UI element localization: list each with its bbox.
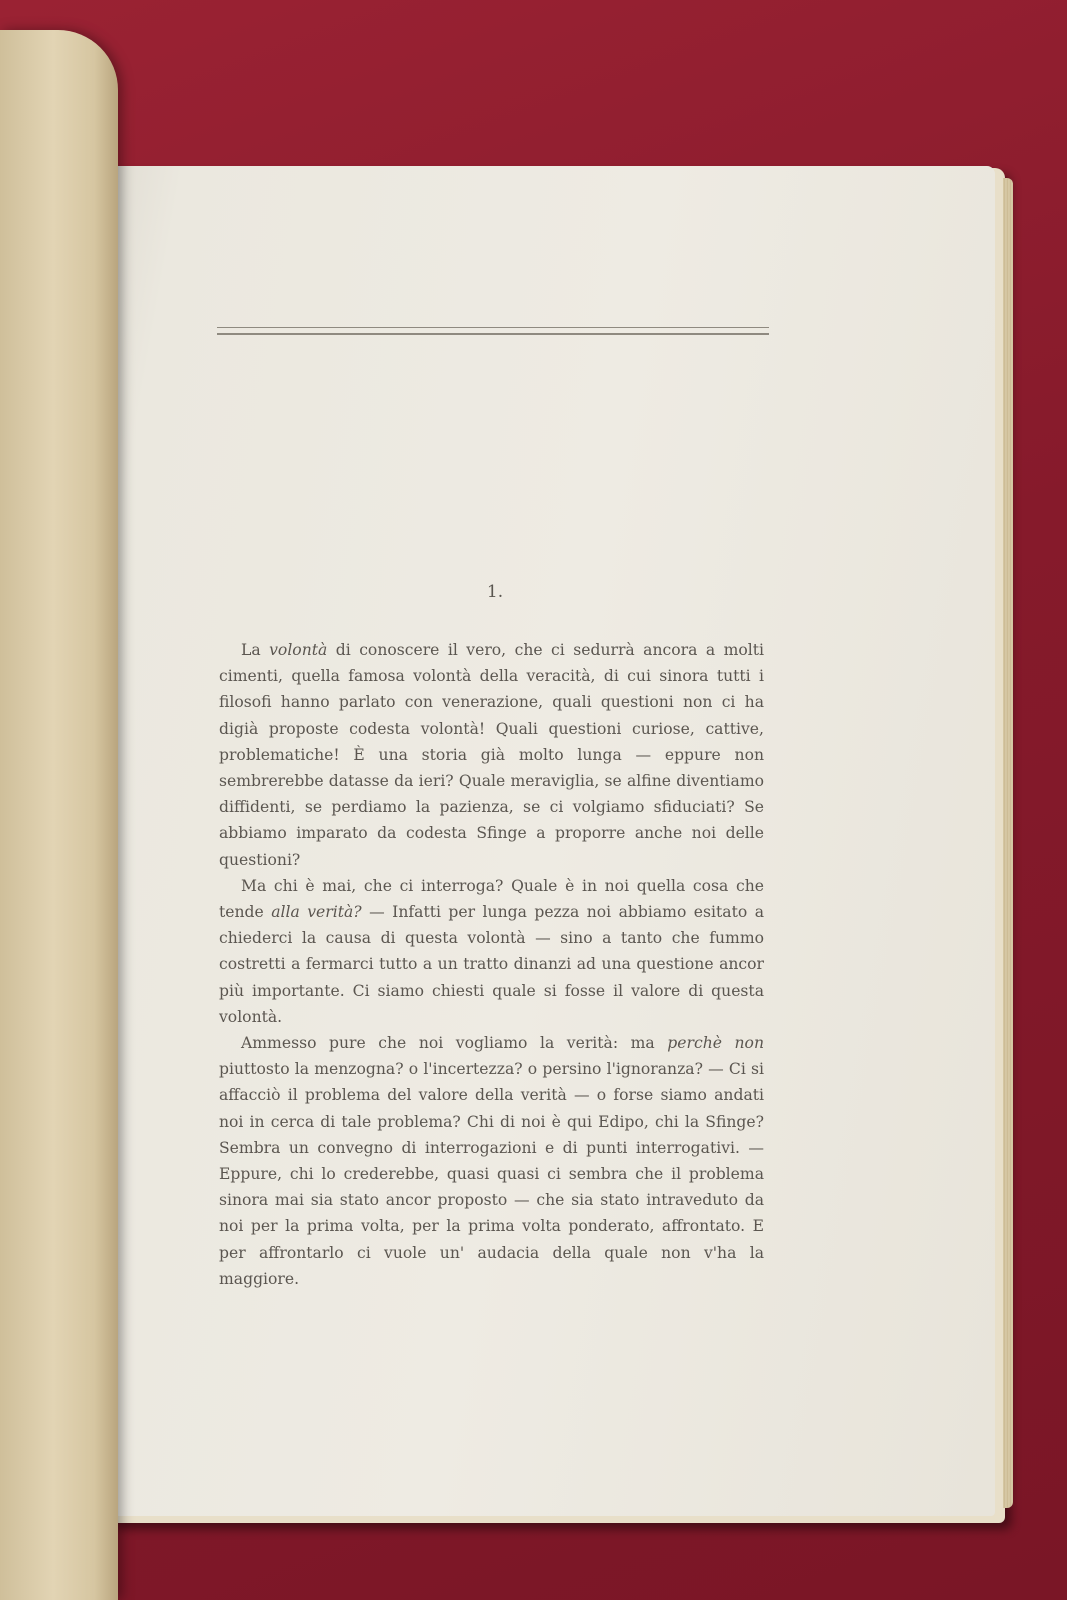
body-text [219, 637, 764, 1292]
header-double-rule [217, 327, 769, 335]
text-run: Ma chi è mai, che ci interroga? Quale è in noi quella cosa che tende [219, 876, 764, 922]
text-run: Ammesso pure che noi vogliamo la verità: ma [241, 1034, 668, 1053]
text-run: di conoscere il vero, che ci sedurrà ancora a molti cimenti, quella famosa volontà della veracità, di cui sinora tutti i filosofi hanno parlato con venerazione, quali questioni non ci ha digià proposte codesta volontà! Quali questioni curiose, cattive, problematiche! È una storia già molto lunga — eppure non sembrerebbe datasse da ieri? Quale meraviglia, se alfine diventiamo diffidenti, se perdiamo la pazienza, se ci volgiamo sfiduciati? Se abbiamo imparato da codesta Sfinge a proporre anche noi delle questioni? [219, 641, 765, 869]
paragraph [219, 1030, 764, 1292]
page-edges [1003, 178, 1013, 1508]
text-run: La [241, 641, 270, 659]
text-run: — Infatti per lunga pezza noi abbiamo esitato a chiederci la causa di questa volontà — sino a tanto che fummo costretti a fermarci tutto a un tratto dinanzi ad una questione ancor più importante. Ci siamo chiesti quale si fosse il valore di questa volontà. [219, 903, 764, 1026]
left-page-curl [0, 30, 118, 1600]
italic-phrase: volontà [269, 641, 328, 659]
italic-phrase: alla verità? [271, 903, 362, 922]
paragraph [219, 637, 764, 873]
paragraph [219, 873, 764, 1030]
text-run: piuttosto la menzogna? o l'incertezza? o persino l'ignoranza? — Ci si affacciò il problema del valore della verità — o forse siamo andati noi in cerca di tale problema? Chi di noi è qui Edipo, chi la Sfinge? Sembra un convegno di interrogazioni e di punti interrogativi. — Eppure, chi lo crederebbe, quasi quasi ci sembra che il problema sinora mai sia stato ancor proposto — che sia stato intraveduto da noi per la prima volta, per la prima volta ponderato, affrontato. E per affrontarlo ci vuole un' audacia della quale non v'ha la maggiore. [219, 1060, 764, 1288]
section-number: 1. [486, 582, 504, 602]
italic-phrase: perchè non [667, 1034, 764, 1053]
